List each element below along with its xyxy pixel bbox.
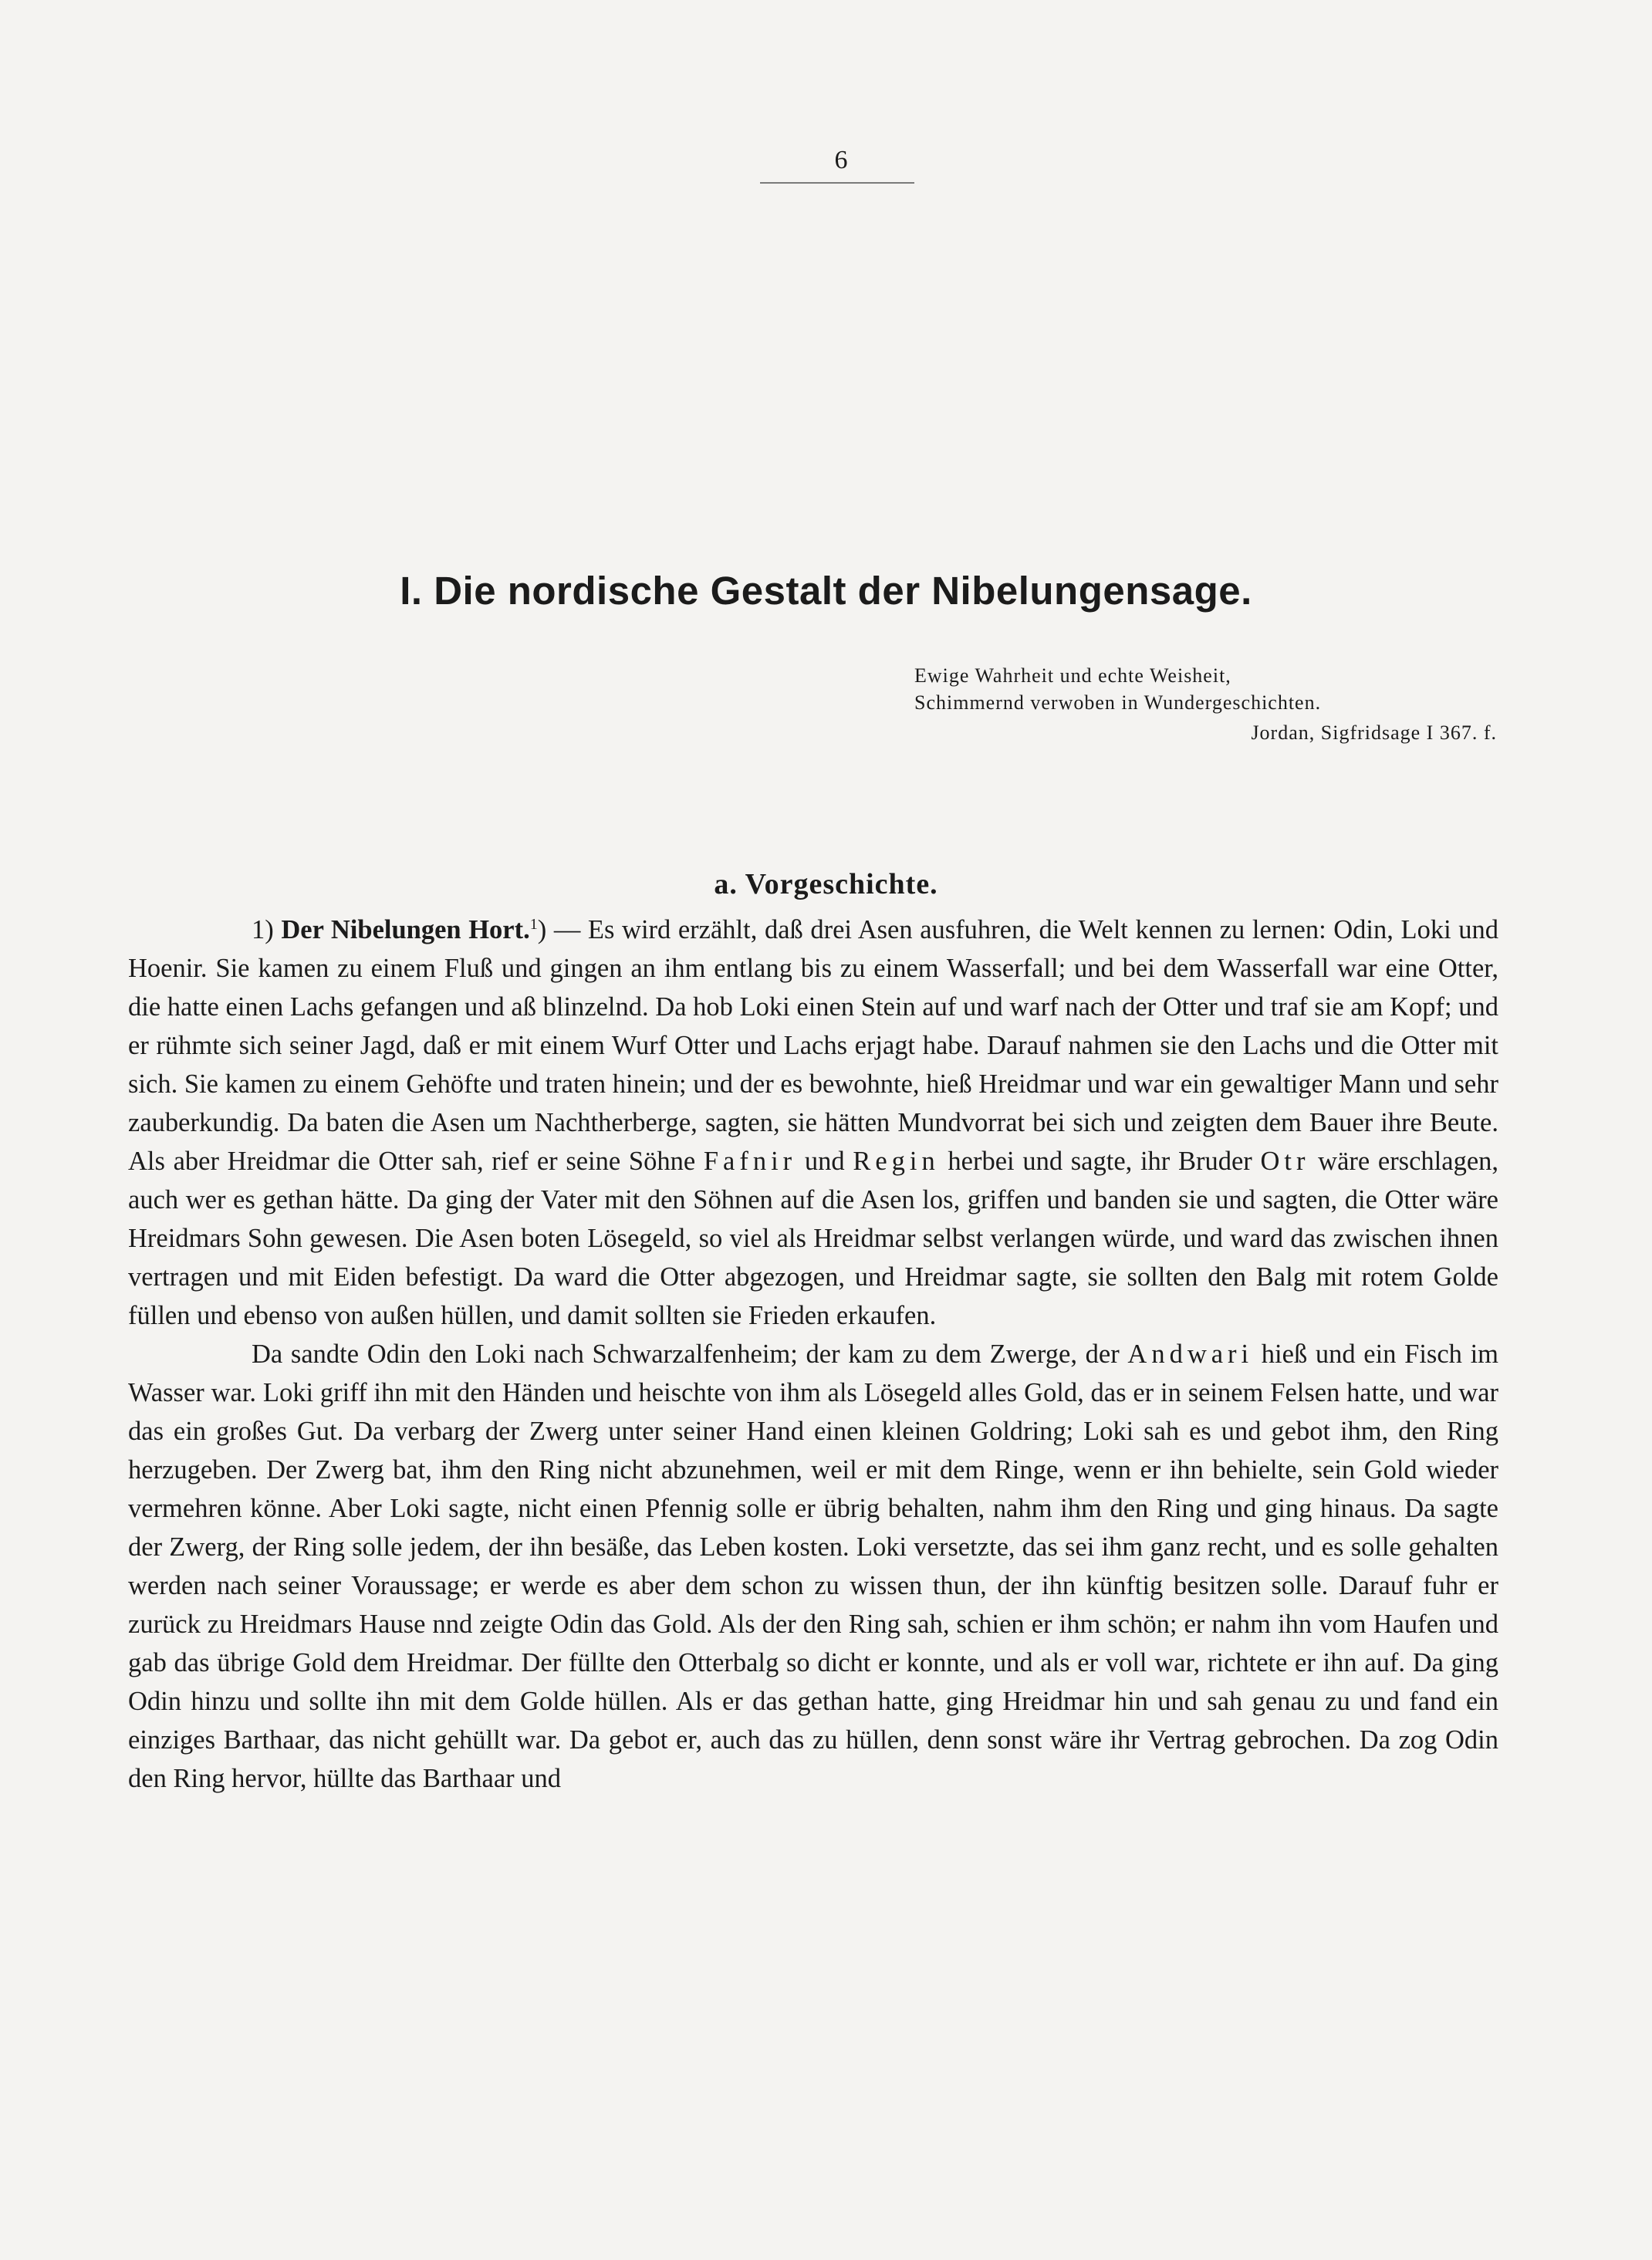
body-text <box>128 910 1498 1798</box>
section-heading: a. Vorgeschichte. <box>714 867 938 900</box>
paragraph-text: Da sandte Odin den Loki nach Schwarzalfenheim; der kam zu dem Zwerge, der <box>252 1339 1128 1369</box>
footnote-marker: 1 <box>529 916 538 933</box>
name-fafnir: Fafnir <box>703 1147 797 1176</box>
epigraph-line: Schimmernd verwoben in Wundergeschichten. <box>914 691 1322 714</box>
chapter-title: I. Die nordische Gestalt der Nibelungensage. <box>400 569 1252 613</box>
paragraph-number: 1) <box>252 915 274 944</box>
paragraph <box>128 1335 1498 1798</box>
paragraph-text: wäre erschlagen, auch wer es gethan hätte. Da ging der Vater mit den Söhnen auf die Asen los, griffen und banden sie und sagten, die Otter wäre Hreidmars Sohn gewesen. Die Asen boten Lösegeld, so viel als Hreidmar selbst verlangen würde, und ward das zwischen ihnen vertragen und mit Eiden befestigt. Da ward die Otter abgezogen, und Hreidmar sagte, sie sollten den Balg mit rotem Golde füllen und ebenso von außen hüllen, und damit sollten sie Frieden erkaufen. <box>128 1147 1499 1330</box>
page-number-rule <box>760 182 914 184</box>
page-number: 6 <box>834 146 848 174</box>
name-otr: Otr <box>1260 1147 1310 1176</box>
paragraph: 1) Der Nibelungen Hort.$^1$) — Es wird erzählt, daß drei Asen ausfuhren, die Welt kennen zu lernen: Odin, Loki und Hoenir. Sie kamen zu einem Fluß und gingen an ihm entlang bis zu einem Wasserfall; und bei dem Wasserfall war eine Otter, die hatte einen Lachs gefangen und aß blinzelnd. Da hob Loki einen Stein auf und warf nach der Otter und traf sie am Kopf; und er rühmte sich seiner Jagd, daß er mit einem Wurf Otter und Lachs erjagt habe. Darauf nahmen sie den Lachs und die Otter mit sich. Sie kamen zu einem Gehöfte und traten hinein; und der es bewohnte, hieß Hreidmar und war ein gewaltiger Mann und sehr zauberkundig. Da baten die Asen um Nachtherberge, sagten, sie hätten Mundvorrat bei sich und zeigten dem Bauer ihre Beute. Als aber Hreidmar die Otter sah, rief er seine Söhne Fafnir und Regin herbei und sagte, ihr Bruder Otr wäre erschlagen, auch wer es gethan hätte. Da ging der Vater mit den Söhnen auf die Asen los, griffen und banden sie und sagten, die Otter wäre Hreidmars Sohn gewesen. Die Asen boten Lösegeld, so viel als Hreidmar selbst verlangen würde, und ward das zwischen ihnen vertragen und mit Eiden befestigt. Da ward die Otter abgezogen, und Hreidmar sagte, sie sollten den Balg mit rotem Golde füllen und ebenso von außen hüllen, und damit sollten sie Frieden erkaufen. <box>128 915 1499 1330</box>
epigraph-line: Ewige Wahrheit und echte Weisheit, <box>914 664 1231 687</box>
name-regin: Regin <box>853 1147 940 1176</box>
paragraph-title: Der Nibelungen Hort. <box>281 915 530 944</box>
epigraph-citation: Jordan, Sigfridsage I 367. f. <box>1251 721 1497 744</box>
paragraph-text: und <box>796 1147 853 1176</box>
name-andwari: Andwari <box>1127 1339 1254 1369</box>
paragraph-text: — Es wird erzählt, daß drei Asen ausfuhren, die Welt kennen zu lernen: Odin, Loki und Hoenir. Sie kamen zu einem Fluß und gingen an ihm entlang bis zu einem Wasserfall; und bei dem Wasserfall war eine Otter, die hatte einen Lachs gefangen und aß blinzelnd. Da hob Loki einen Stein auf und warf nach der Otter und traf sie am Kopf; und er rühmte sich seiner Jagd, daß er mit einem Wurf Otter und Lachs erjagt habe. Darauf nahmen sie den Lachs und die Otter mit sich. Sie kamen zu einem Gehöfte und traten hinein; und der es bewohnte, hieß Hreidmar und war ein gewaltiger Mann und sehr zauberkundig. Da baten die Asen um Nachtherberge, sagten, sie hätten Mundvorrat bei sich und zeigten dem Bauer ihre Beute. Als aber Hreidmar die Otter sah, rief er seine Söhne <box>128 915 1499 1176</box>
paragraph-text: herbei und sagte, ihr Bruder <box>939 1147 1261 1176</box>
paragraph-text: hieß und ein Fisch im Wasser war. Loki griff ihn mit den Händen und heischte von ihm als Lösegeld alles Gold, das er in seinem Felsen hatte, und war das ein großes Gut. Da verbarg der Zwerg unter seiner Hand einen kleinen Goldring; Loki sah es und gebot ihm, den Ring herzugeben. Der Zwerg bat, ihm den Ring nicht abzunehmen, weil er mit dem Ringe, wenn er ihn behielte, sein Gold wieder vermehren könne. Aber Loki sagte, nicht einen Pfennig solle er übrig behalten, nahm ihm den Ring und ging hinaus. Da sagte der Zwerg, der Ring solle jedem, der ihn besäße, das Leben kosten. Loki versetzte, das sei ihm ganz recht, und es solle gehalten werden nach seiner Voraussage; er werde es aber dem schon zu wissen thun, der ihn künftig besitzen solle. Darauf fuhr er zurück zu Hreidmars Hause nnd zeigte Odin das Gold. Als der den Ring sah, schien er ihm schön; er nahm ihn vom Haufen und gab das übrige Gold dem Hreidmar. Der füllte den Otterbalg so dicht er konnte, und als er voll war, richtete er ihn auf. Da ging Odin hinzu und sollte ihn mit dem Golde hüllen. Als er das gethan hatte, ging Hreidmar hin und sah genau zu und fand ein einziges Barthaar, das nicht gehüllt war. Da gebot er, auch das zu hüllen, denn sonst wäre ihr Vertrag gebrochen. Da zog Odin den Ring hervor, hüllte das Barthaar und <box>128 1339 1498 1793</box>
epigraph <box>914 662 1497 746</box>
